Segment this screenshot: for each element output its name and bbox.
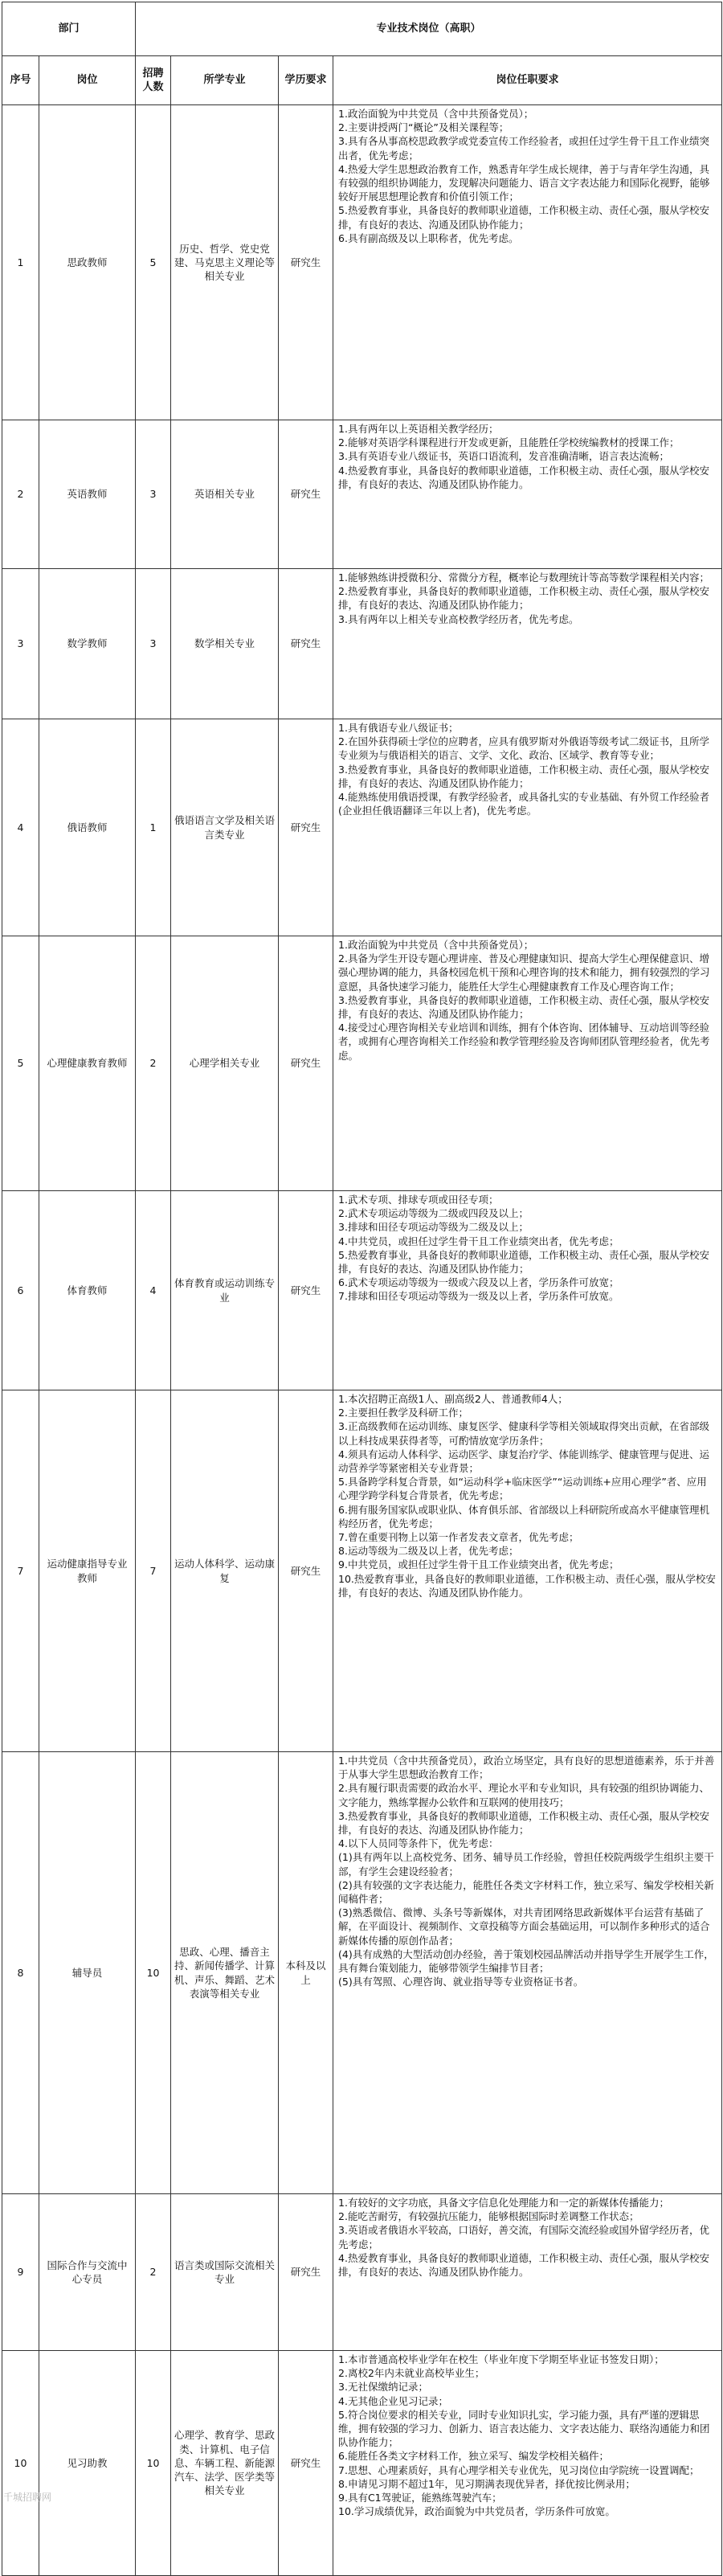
requirement-line: 2.主要担任教学及科研工作； (338, 1407, 468, 1419)
row-major: 心理学、教育学、思政类、计算机、电子信息、车辆工程、新能源汽车、法学、医学类等相关专业 (171, 2351, 279, 2576)
row-no: 9 (2, 2194, 39, 2351)
row-count: 1 (136, 719, 171, 936)
row-major: 运动人体科学、运动康复 (171, 1390, 279, 1752)
requirement-line: 4.中共党员，或担任过学生骨干且工作业绩突出者，优先考虑； (338, 1235, 619, 1247)
requirement-line: 4.接受过心理咨询相关专业培训和训练，拥有个体咨询、团体辅导、互动培训等经验者，或拥有心理咨询相关工作经验和教学管理经验及咨询师团队管理经验者，优先考虑。 (338, 1022, 710, 1062)
row-post: 英语教师 (39, 420, 136, 569)
row-edu: 研究生 (279, 936, 333, 1191)
row-major: 俄语语言文学及相关语言类专业 (171, 719, 279, 936)
row-count: 2 (136, 2194, 171, 2351)
row-count: 3 (136, 569, 171, 719)
row-post: 数学教师 (39, 569, 136, 719)
requirement-line: 3.英语或者俄语水平较高，口语好，善交流，有国际交流经验或国外留学经历者，优先考虑； (338, 2224, 709, 2250)
requirement-line: 2.离校2年内未就业高校毕业生； (338, 2367, 485, 2380)
requirement-line: 3.热爱教育事业，具备良好的教师职业道德，工作积极主动、责任心强，服从学校安排，有良好的表达、沟通及团队协作能力； (338, 1809, 709, 1837)
requirement-line: 1.中共党员（含中共预备党员），政治立场坚定，具有良好的思想道德素养，乐于并善于从事大学生思想政治教育工作； (338, 1755, 715, 1781)
table-row (2, 105, 722, 420)
row-count: 4 (136, 1191, 171, 1390)
row-post: 心理健康教育教师 (39, 936, 136, 1191)
header-row-columns (2, 56, 722, 105)
row-major: 数学相关专业 (171, 569, 279, 719)
requirement-line: 1.具有俄语专业八级证书； (338, 722, 459, 734)
col-header-post: 岗位 (39, 56, 136, 105)
row-edu: 研究生 (279, 719, 333, 936)
row-requirements (333, 569, 722, 719)
requirement-line: (5)具有驾照、心理咨询、就业指导等专业资格证书者。 (338, 1976, 584, 1988)
row-no: 3 (2, 569, 39, 719)
requirement-line: 4.热爱大学生思想政治教育工作，熟悉青年学生成长规律，善于与青年学生沟通，具有较强的组织协调能力，发现解决问题能力、语言文字表达能力和国际化视野，能够较好开展思想理论教育和价值引领工作； (338, 162, 710, 203)
row-count: 2 (136, 936, 171, 1191)
row-no: 1 (2, 105, 39, 420)
table-row (2, 1752, 722, 2194)
table-row (2, 2351, 722, 2576)
requirement-line: 4.热爱教育事业，具备良好的教师职业道德，工作积极主动、责任心强，服从学校安排，有良好的表达、沟通及团队协作能力。 (338, 464, 709, 490)
requirement-line: 2.主要讲授两门“概论”及相关课程等； (338, 121, 509, 134)
requirement-line: 1.武术专项、排球专项或田径专项； (338, 1194, 499, 1206)
row-post: 体育教师 (39, 1191, 136, 1390)
table-row (2, 1390, 722, 1752)
requirement-line: 1.政治面貌为中共党员（含中共预备党员）； (338, 939, 534, 951)
row-edu: 研究生 (279, 105, 333, 420)
row-major: 体育教育或运动训练专业 (171, 1191, 279, 1390)
requirement-line: 8.运动等级为二级及以上者，优先考虑； (338, 1545, 519, 1558)
requirement-line: 7.曾在重要刊物上以第一作者发表文章者，优先考虑； (338, 1531, 579, 1544)
requirement-line: 4.能熟练使用俄语授课，有教学经验者，或具备扎实的专业基础、有外贸工作经验者(企业担任俄语翻译三年以上者)，优先考虑。 (338, 791, 709, 817)
requirement-line: 10.学习成绩优异，政治面貌为中共党员者，学历条件可放宽。 (338, 2505, 615, 2518)
requirement-line: 6.能胜任各类文字材料工作，独立采写、编发学校相关稿件； (338, 2450, 609, 2463)
row-no: 6 (2, 1191, 39, 1390)
row-major: 英语相关专业 (171, 420, 279, 569)
requirement-line: 7.排球和田径专项运动等级为一级及以上者，学历条件可放宽。 (338, 1290, 619, 1303)
recruitment-table (2, 2, 722, 2576)
requirement-line: 5.热爱教育事业，具备良好的教师职业道德，工作积极主动、责任心强，服从学校安排，有良好的表达、沟通及团队协作能力； (338, 1248, 709, 1276)
requirement-line: 3.正高级教师在运动训练、康复医学、健康科学等相关领域取得突出贡献，在省部级以上科技成果获得者等，可酌情放宽学历条件； (338, 1420, 709, 1447)
requirement-line: (3)熟悉微信、微博、头条号等新媒体，对共青团网络思政新媒体平台运营有基础了解，在平面设计、视频制作、文章投稿等方面会基础运用，可以制作多种形式的适合新媒体传播的原创作品者； (338, 1906, 710, 1947)
requirement-line: 8.申请见习期不超过1年，见习期满表现优异者，择优按比例录用； (338, 2477, 635, 2490)
row-edu: 研究生 (279, 2351, 333, 2576)
requirement-line: 10.热爱教育事业，具备良好的教师职业道德，工作积极主动、责任心强，服从学校安排，有良好的表达、沟通及团队协作能力。 (338, 1572, 716, 1599)
requirement-line: 5.符合岗位要求的相关专业，同时专业知识扎实，学习能力强，具有严谨的逻辑思维，拥有较强的学习力、创新力、语言表达能力、文字表达能力、联络沟通能力和团队协作能力； (338, 2408, 710, 2449)
requirement-line: 6.具有副高级及以上职称者，优先考虑。 (338, 231, 519, 244)
row-requirements (333, 1752, 722, 2194)
table-row (2, 420, 722, 569)
row-count: 3 (136, 420, 171, 569)
row-requirements (333, 1191, 722, 1390)
row-edu: 研究生 (279, 1390, 333, 1752)
row-count: 10 (136, 2351, 171, 2576)
row-requirements (333, 420, 722, 569)
requirement-line: 6.拥有服务国家队或职业队、体育俱乐部、省部级以上科研院所或高水平健康管理机构经历者，优先考虑； (338, 1503, 709, 1530)
table-body (2, 2, 722, 2576)
position-group-header: 专业技术岗位（高职） (136, 2, 722, 56)
row-requirements (333, 2194, 722, 2351)
requirement-line: 1.具有两年以上英语相关教学经历； (338, 423, 499, 435)
row-count: 7 (136, 1390, 171, 1752)
col-header-count: 招聘人数 (136, 56, 171, 105)
row-post: 运动健康指导专业教师 (39, 1390, 136, 1752)
row-post: 辅导员 (39, 1752, 136, 2194)
requirement-line: (2)具有较强的文字表达能力，能胜任各类文字材料工作，独立采写、编发学校相关新闻稿件者； (338, 1878, 714, 1906)
col-header-major: 所学专业 (171, 56, 279, 105)
row-no: 7 (2, 1390, 39, 1752)
row-major: 思政、心理、播音主持、新闻传播学、计算机、声乐、舞蹈、艺术表演等相关专业 (171, 1752, 279, 2194)
requirement-line: 3.热爱教育事业，具备良好的教师职业道德，工作积极主动、责任心强，服从学校安排，有良好的表达、沟通及团队协作能力； (338, 763, 709, 789)
row-edu: 研究生 (279, 2194, 333, 2351)
row-no: 10 (2, 2351, 39, 2576)
row-requirements (333, 2351, 722, 2576)
requirement-line: 2.能够对英语学科课程进行开发或更新，且能胜任学校统编教材的授课工作； (338, 436, 680, 449)
requirement-line: 4.须具有运动人体科学、运动医学、康复治疗学、体能训练学、健康管理与促进、运动营养学等紧密相关专业背景； (338, 1448, 709, 1475)
requirement-line: 3.具有各从事高校思政教学或党委宣传工作经验者，或担任过学生骨干且工作业绩突出者，优先考虑； (338, 135, 709, 162)
row-edu: 研究生 (279, 1191, 333, 1390)
requirement-line: 5.热爱教育事业，具备良好的教师职业道德，工作积极主动、责任心强，服从学校安排，有良好的表达、沟通及团队协作能力； (338, 204, 709, 231)
requirement-line: 3.具有英语专业八级证书，英语口语流利，发音准确清晰，语言表达流畅； (338, 450, 669, 463)
requirement-line: 1.能够熟练讲授微积分、常微分方程，概率论与数理统计等高等数学课程相关内容； (338, 571, 709, 584)
watermark: 千城招聘网 (3, 2492, 52, 2503)
requirement-line: 4.无其他企业见习记录； (338, 2394, 448, 2407)
row-no: 4 (2, 719, 39, 936)
table-row (2, 2194, 722, 2351)
row-edu: 研究生 (279, 569, 333, 719)
requirement-line: 3.具有两年以上相关专业高校教学经历者，优先考虑。 (338, 612, 579, 625)
table-row (2, 719, 722, 936)
table-row (2, 936, 722, 1191)
row-post: 俄语教师 (39, 719, 136, 936)
requirement-line: 1.本次招聘正高级1人、副高级2人、普通教师4人； (338, 1393, 568, 1405)
requirement-line: 2.具备为学生开设专题心理讲座、普及心理健康知识、提高大学生心理保健意识、增强心理协调的能力，具备校园危机干预和心理咨询的技术和能力，拥有较强烈的学习意愿，具备快速学习能力，能胜任大学生心理健康教育工作及心理咨询工作； (338, 952, 710, 993)
requirement-line: 1.有较好的文字功底，具备文字信息化处理能力和一定的新媒体传播能力； (338, 2197, 669, 2209)
requirement-line: 5.具备跨学科复合背景，如“运动科学+临床医学”“运动训练+应用心理学”者、应用心理学跨学科复合背景者，优先考虑； (338, 1476, 707, 1502)
requirement-line: (4)具有成熟的大型活动创办经验，善于策划校园品牌活动并指导学生开展学生工作，具有舞台策划能力，能够带领学生编排节目者； (338, 1947, 714, 1975)
header-row-top (2, 2, 722, 56)
row-major: 心理学相关专业 (171, 936, 279, 1191)
requirement-line: 4.以下人员同等条件下，优先考虑： (338, 1837, 499, 1850)
row-post: 见习助教 (39, 2351, 136, 2576)
row-edu: 本科及以上 (279, 1752, 333, 2194)
row-no: 2 (2, 420, 39, 569)
requirement-line: 4.热爱教育事业，具备良好的教师职业道德，工作积极主动、责任心强，服从学校安排，有良好的表达、沟通及团队协作能力。 (338, 2251, 709, 2279)
requirement-line: 3.热爱教育事业，具备良好的教师职业道德，工作积极主动、责任心强，服从学校安排，有良好的表达、沟通及团队协作能力； (338, 993, 709, 1021)
row-no: 5 (2, 936, 39, 1191)
requirement-line: 2.在国外获得硕士学位的应聘者，应具有俄罗斯对外俄语等级考试二级证书，且所学专业须为与俄语相关的语言、文学、文化、政治、区域学、教育等专业； (338, 735, 709, 762)
requirement-line: 2.热爱教育事业，具备良好的教师职业道德，工作积极主动、责任心强，服从学校安排，有良好的表达、沟通及团队协作能力； (338, 585, 709, 612)
requirement-line: 9.具有C1驾驶证，能熟练驾驶汽车； (338, 2492, 502, 2504)
col-header-edu: 学历要求 (279, 56, 333, 105)
requirement-line: 6.武术专项运动等级为一级或六段及以上者，学历条件可放宽； (338, 1276, 619, 1289)
col-header-no: 序号 (2, 56, 39, 105)
row-requirements (333, 105, 722, 420)
row-major: 历史、哲学、党史党建、马克思主义理论等相关专业 (171, 105, 279, 420)
row-count: 5 (136, 105, 171, 420)
requirement-line: 3.排球和田径专项运动等级为二级及以上； (338, 1221, 529, 1234)
requirement-line: 2.具有履行职责需要的政治水平、理论水平和专业知识，具有较强的组织协调能力、文字能力，熟练掌握办公软件和互联网的使用技巧； (338, 1782, 709, 1808)
row-edu: 研究生 (279, 420, 333, 569)
row-requirements (333, 1390, 722, 1752)
requirement-line: 9.中共党员，或担任过学生骨干且工作业绩突出者，优先考虑； (338, 1558, 619, 1571)
dept-header: 部门 (2, 2, 136, 56)
table-row (2, 569, 722, 719)
row-no: 8 (2, 1752, 39, 2194)
requirement-line: (1)具有两年以上高校党务、团务、辅导员工作经验，曾担任校院两级学生组织主要干部，有学生会建设经验者； (338, 1851, 714, 1878)
row-post: 思政教师 (39, 105, 136, 420)
row-count: 10 (136, 1752, 171, 2194)
requirement-line: 2.能吃苦耐劳，有较强抗压能力，能够根据国际时差调整工作状态； (338, 2210, 639, 2223)
requirement-line: 3.无社保缴纳记录； (338, 2381, 428, 2394)
requirement-line: 2.武术专项运动等级为二级或四段及以上； (338, 1207, 529, 1220)
requirement-line: 1.政治面貌为中共党员（含中共预备党员）； (338, 108, 534, 120)
col-header-req: 岗位任职要求 (333, 56, 722, 105)
row-requirements (333, 936, 722, 1191)
row-major: 语言类或国际交流相关专业 (171, 2194, 279, 2351)
row-requirements (333, 719, 722, 936)
requirement-line: 7.思想、心理素质好，具有心理学相关专业优先，见习岗位由学院统一设置调配； (338, 2463, 700, 2476)
requirement-line: 1.本市普通高校毕业学年在校生（毕业年度下学期至毕业证书签发日期）； (338, 2353, 664, 2365)
table-row (2, 1191, 722, 1390)
row-post: 国际合作与交流中心专员 (39, 2194, 136, 2351)
